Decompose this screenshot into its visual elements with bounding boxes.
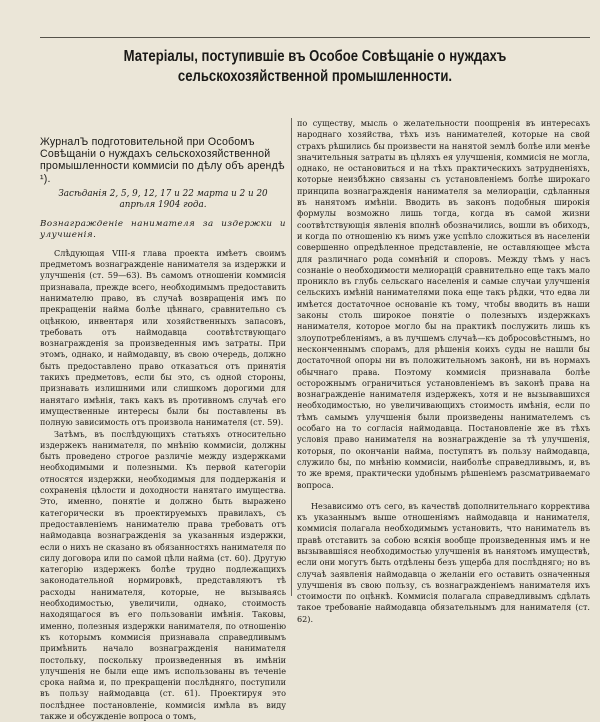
right-paragraph: Независимо отъ сего, въ качествѣ дополнительнаго корректива къ указаннымъ выше отношеніямъ наймодавца и нанимателя, коммисія полагала необходимымъ установить, что наниматель въ правѣ отставить за собою всякія вообще произведенныя имъ и не вызывавшіяся необходимостью улучшенія въ нанятомъ имуществѣ, если они могутъ быть отдѣлены безъ ущерба для послѣдняго; но въ случаѣ заявленія наймодавца о желаніи его оставить означенныя улучшенія въ свою пользу, съ вознагражденіемъ нанимателя ихъ стоимости по оцѣнкѣ. Коммисія полагала справедливымъ сдѣлать такое требованіе наймодавца обязательнымъ для нанимателя (ст. 62). xyxy=(297,500,590,624)
left-column xyxy=(40,126,286,722)
section-heading: Вознагражденіе нанимателя за издержки и улучшенія. xyxy=(40,218,286,241)
page-title xyxy=(90,47,541,86)
right-column xyxy=(297,118,590,625)
left-paragraph: Затѣмъ, въ послѣдующихъ статьяхъ относительно издержекъ нанимателя, по мнѣнію коммисіи, должны быть проведено строгое различіе между издержками необходимыми и полезными. Къ первой категоріи относятся издержки, необходимыя для поддержанія и сохраненія цѣлости и доходности нанятаго имущества. Это, именно, понятіе и должно быть выражено категорически въ проектируемыхъ правилахъ, съ предоставленіемъ нанимателю права требовать отъ наймодавца вознагражденія за указанныя издержки, если о нихъ не сказано въ обязанностяхъ нанимателя по силу договора или по самой цѣли найма (ст. 60). Другую категорію издержекъ болѣе трудно подлежащихъ законодательной нормировкѣ, представляютъ тѣ расходы нанимателя, которые, не вызываясь необходимостью, увеличили, однако, стоимость находящагося въ его пользованіи имѣнія. Таковы, именно, полезныя издержки нанимателя, по отношенію къ которымъ коммисія признавала справедливымъ примѣнить начало вознагражденія нанимателя постольку, поскольку произведенныя въ имѣніи улучшенія не были еще имъ использованы въ теченіе срока найма и, по прекращеніи послѣдняго, поступили въ пользу наймодавца (ст. 61). Проектируя это послѣднее постановленіе, коммисія имѣла въ виду также и обсужденіе вопроса о томъ, xyxy=(40,428,286,721)
journal-heading: ЖурналЪ подготовительной при Особомъ Совѣщаніи о нуждахъ сельскохозяйственной промышленности коммисіи по дѣлу объ арендѣ ¹). xyxy=(40,136,285,185)
right-paragraph: по существу, мысль о желательности поощренія въ интересахъ народнаго хозяйства, тѣхъ изъ нанимателей, которые на свой страхъ рѣшились бы произвести на нанятой землѣ болѣе или менѣе значительныя затраты въ цѣляхъ ея улучшенія, коммисія не могла, однако, не остановиться и на тѣхъ практическихъ затрудненіяхъ, которые неизбѣжно связаны съ установленіемъ болѣе широкаго принципа вознагражденія нанимателя за мелиораціи, сдѣланныя въ нанятомъ имѣніи. Вводить въ законъ подобныя широкія формулы возможно лишь тогда, когда въ самой жизни соотвѣтствующія явленія вполнѣ обозначились, вошли въ обиходъ, и когда по отношенію къ нимъ уже успѣло сложиться въ населеніи совершенно опредѣленное представленіе, не оставляющее мѣста для различнаго рода сомнѣній и споровъ. Между тѣмъ у насъ сознаніе о необходимости мелиорацій сравнительно еще такъ мало проникло въ глубь сельскаго населенія и самые случаи улучшенія сельскихъ имѣній нанимателями пока еще такъ рѣдки, что едва ли имѣется достаточное основаніе къ тому, чтобы вводить въ наши законы столь широкое понятіе о полезныхъ издержкахъ нанимателя, которое могло бы на практикѣ послужить лишь къ злоупотребленіямъ, а въ лучшемъ случаѣ—къ добросовѣстнымъ, но несконченнымъ спорамъ, для рѣшенія коихъ суды не нашли бы достаточной опоры ни въ положительномъ законѣ, ни въ нормахъ обычнаго права. Поэтому коммисія признавала болѣе осторожнымъ ограничиться установленіемъ въ законѣ права на вознагражденіе нанимателя издержекъ, хотя и не вызывавшихся необходимостью, но увеличивающихъ стоимость имѣнія, если по тѣмъ самымъ улучшенія были произведены нанимателемъ съ особаго на то согласія наймодавца. Постановленіе же въ тѣхъ условія право нанимателя на вознагражденіе за тѣ улучшенія, которыя, по окончаніи найма, поступятъ въ пользу наймодавца, служило бы, по мнѣнію коммисіи, наиболѣе справедливымъ, и, въ то же время, практически удобнымъ рѣшеніемъ разсматриваемаго вопроса. xyxy=(297,118,590,490)
sessions-dates: Засѣданія 2, 5, 9, 12, 17 и 22 марта и 2 и 20 апрѣля 1904 года. xyxy=(58,188,268,210)
column-divider xyxy=(291,118,292,596)
title-line-2: сельскохозяйственной промышленности. xyxy=(177,67,453,85)
title-line-1: Матеріалы, поступившіе въ Особое Совѣщаніе о нуждахъ xyxy=(123,48,507,65)
top-rule xyxy=(40,37,590,38)
left-paragraph: Слѣдующая VIII-я глава проекта имѣетъ своимъ предметомъ вознагражденіе нанимателя за издержки и улучшенія (ст. 59—63). Въ самомъ отношеніи коммисія признавала, прежде всего, необходимымъ предоставить нанимателю право, въ случаѣ возвращенія имъ по прекращеніи найма болѣе цѣннаго, сравнительно съ оцѣнкою, инвентаря или хозяйственныхъ запасовъ, требовать отъ наймодавца соотвѣтствующаго вознагражденія за произведенныя имъ затраты. При этомъ, однако, и наймодавцу, въ свою очередь, должно быть предоставлено право отказаться отъ принятія такихъ предметовъ, если бы это, съ одной стороны, признавать излишними или слишкомъ дорогими для нанятаго имѣнія, такъ какъ въ противномъ случаѣ его имущественные интересы были бы поставлены въ полную зависимость отъ произвола нанимателя (ст. 59). xyxy=(40,247,286,428)
